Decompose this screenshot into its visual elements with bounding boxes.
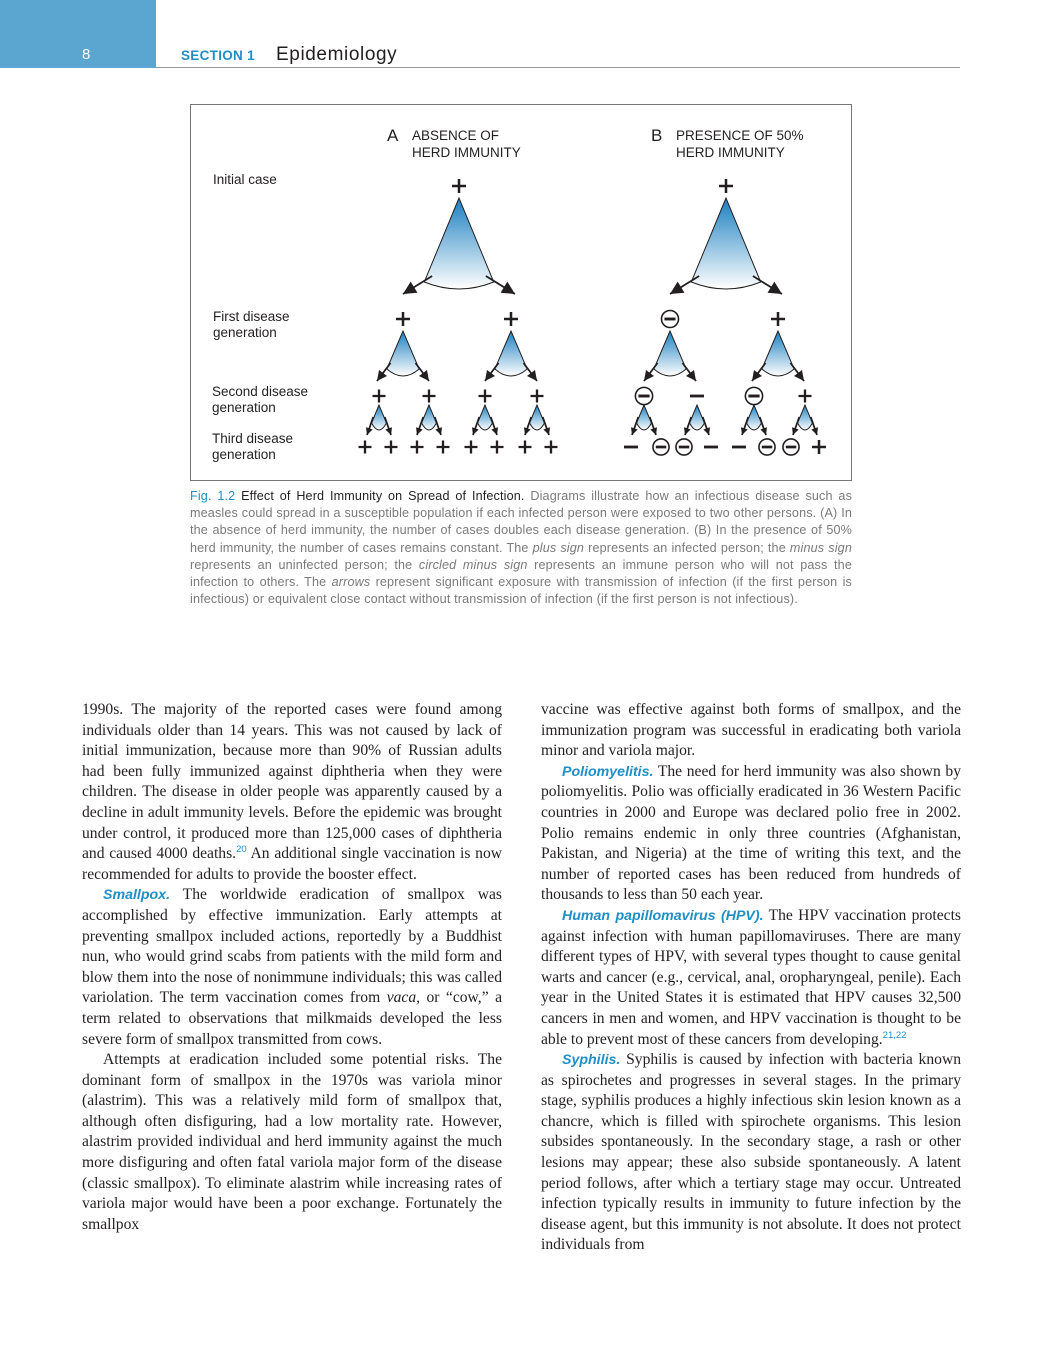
arrowhead-icon <box>760 427 767 435</box>
paragraph: vaccine was effective against both forms of smallpox, and the immunization program was successful in eradicating both variola minor and variola major. <box>541 701 961 760</box>
arrowhead-icon <box>472 427 479 435</box>
arrowhead-icon <box>377 370 387 381</box>
right-column <box>541 700 961 1256</box>
arrowhead-icon <box>403 282 417 294</box>
header-rule <box>156 67 960 68</box>
transmission-cone <box>424 198 493 289</box>
panel-b-title-2: HERD IMMUNITY <box>676 145 785 160</box>
arrowhead-icon <box>752 370 762 381</box>
arrowhead-icon <box>485 370 495 381</box>
plus-sign-icon <box>396 312 410 326</box>
plus-sign-icon <box>799 390 812 403</box>
panel-a-title-1: ABSENCE OF <box>412 128 500 143</box>
plus-sign-icon <box>423 390 436 403</box>
caption-fig-number: Fig. 1.2 <box>190 489 236 503</box>
plus-sign-icon <box>771 312 785 326</box>
caption-text: represent significant exposure with transmission of infection (if the first person is infectious) or equivalent close contact without transmission of infection (if the first person is not infectious). <box>190 575 852 607</box>
figure-herd-immunity <box>190 104 852 481</box>
plus-sign-icon <box>531 390 544 403</box>
minus-sign-icon <box>624 446 638 449</box>
section-title: Epidemiology <box>276 44 398 65</box>
page-number-tab <box>0 0 156 68</box>
row-label-second-2: generation <box>212 400 276 415</box>
reference-21-22: 21,22 <box>882 1029 907 1041</box>
transmission-cone <box>691 198 760 289</box>
arrowhead-icon <box>644 370 654 381</box>
caption-em-plus: plus sign <box>532 540 585 555</box>
plus-sign-icon <box>812 440 826 454</box>
paragraph: Attempts at eradication included some potential risks. The dominant form of smallpox in the 1970s was variola minor (alastrim). This was a relatively mild form of smallpox that, although often disfiguring, had a low mortality rate. However, alastrim provided individual and herd immunity against the much more disfiguring and often fatal variola major form of the disease (classic smallpox). To eliminate alastrim while increasing rates of variola major would have been a poor exchange. Fortunately the smallpox <box>82 1051 502 1233</box>
transmission-cone <box>654 331 686 376</box>
panel-a-title-2: HERD IMMUNITY <box>412 145 521 160</box>
minus-sign-icon <box>762 446 772 449</box>
row-label-first-1: First disease <box>213 309 290 324</box>
minus-sign-icon <box>704 446 718 449</box>
figure-diagram <box>191 105 851 480</box>
minus-sign-icon <box>679 446 689 449</box>
plus-sign-icon <box>491 441 504 454</box>
arrowhead-icon <box>435 427 442 435</box>
row-label-initial: Initial case <box>213 172 277 187</box>
caption-text: represents an immune person who will not pass the infection to others. The <box>190 557 852 590</box>
minus-sign-icon <box>690 395 704 398</box>
figure-caption <box>190 488 852 608</box>
arrowhead-icon <box>631 427 638 435</box>
plus-sign-icon <box>359 441 372 454</box>
minus-sign-icon <box>786 446 796 449</box>
minus-sign-icon <box>732 446 746 449</box>
row-label-third-2: generation <box>212 447 276 462</box>
left-column <box>82 700 502 1235</box>
transmission-cone <box>387 331 419 376</box>
plus-sign-icon <box>519 441 532 454</box>
plus-sign-icon <box>504 312 518 326</box>
arrowhead-icon <box>741 427 748 435</box>
caption-em-arrows: arrows <box>331 575 371 590</box>
panel-b-title-1: PRESENCE OF 50% <box>676 128 804 143</box>
plus-sign-icon <box>437 441 450 454</box>
minus-sign-icon <box>664 318 675 321</box>
heading-smallpox: Smallpox. <box>103 887 171 904</box>
caption-em-circled: circled minus sign <box>418 557 528 572</box>
paragraph-smallpox: Smallpox. The worldwide eradication of smallpox was accomplished by effective immunization. Early attempts at preventing smallpox included actions, reportedly by a Buddhist nun, who would grind scabs from patients with the mild form and blow them into the nose of nonimmune individuals; this was called variolation. The term vaccination comes from vaca, or “cow,” a term related to observations that milkmaids developed the less severe form of smallpox transmitted from cows. <box>82 886 502 1048</box>
minus-sign-icon <box>748 395 759 398</box>
arrowhead-icon <box>524 427 531 435</box>
arrowhead-icon <box>501 282 515 294</box>
arrowhead-icon <box>419 370 429 381</box>
plus-sign-icon <box>719 179 733 193</box>
reference-20: 20 <box>236 844 247 856</box>
page-number: 8 <box>82 46 91 63</box>
caption-text: Diagrams illustrate how an infectious disease such as measles could spread in a susceptible population if each infected person were exposed to two other persons. (A) In the absence of herd immunity, the number of cases doubles each disease generation. (B) In the presence of 50% herd immunity, the number of cases remains constant. The <box>190 489 853 555</box>
paragraph-hpv: Human papillomavirus (HPV). The HPV vaccination protects against infection with human papillomaviruses. There are many different types of HPV, with several types thought to cause genital warts and cancer (e.g., cervical, anal, oropharyngeal, penile). Each year in the United States it is estimated that HPV causes 32,500 cancers in men and women, and HPV vaccination is thought to be able to prevent most of these cancers from developing.$^{21,22}$ <box>541 906 961 1048</box>
arrowhead-icon <box>416 427 423 435</box>
paragraph-polio: Poliomyelitis. The need for herd immunity was also shown by poliomyelitis. Polio was officially eradicated in 36 Western Pacific countries in 2000 and Europe was declared polio free in 2002. Polio remains endemic in only three countries (Afghanistan, Pakistan, and Nigeria) at the time of writing this text, and the number of reported cases has been reduced from hundreds of thousands to less than 50 each year. <box>541 762 961 904</box>
heading-hpv: Human papillomavirus (HPV). <box>562 907 764 924</box>
arrowhead-icon <box>686 370 696 381</box>
plus-sign-icon <box>385 441 398 454</box>
arrowhead-icon <box>703 427 710 435</box>
arrowhead-icon <box>670 282 684 294</box>
arrowhead-icon <box>543 427 550 435</box>
plus-sign-icon <box>479 390 492 403</box>
arrowhead-icon <box>792 427 799 435</box>
minus-sign-icon <box>656 446 666 449</box>
row-label-third-1: Third disease <box>212 431 294 446</box>
arrowhead-icon <box>768 282 782 294</box>
paragraph: 1990s. The majority of the reported cases were found among individuals older than 14 years. This was not caused by lack of initial immunization, because more than 90% of Russian adults had been fully immunized against diphtheria when they were children. The disease in older people was apparently caused by a decline in adult immunity levels. Before the epidemic was brought under control, it produced more than 125,000 cases of diphtheria and caused 4000 deaths.$^{20}$ An additional single vaccination is now recommended for adults to provide the booster effect. <box>82 701 502 883</box>
arrowhead-icon <box>650 427 657 435</box>
paragraph-syphilis: Syphilis. Syphilis is caused by infection with bacteria known as spirochetes and progresses in several stages. In the primary stage, syphilis produces a highly infectious skin lesion known as a chancre, which is filled with spirochete organisms. This lesion subsides spontaneously. In the secondary stage, a rash or other lesions may appear; these also subside spontaneously. A latent period follows, after which a tertiary stage may occur. Untreated infection typically results in immunity to future infection by the disease agent, but this immunity is not absolute. It does not protect individuals from <box>541 1051 961 1254</box>
plus-sign-icon <box>545 441 558 454</box>
arrowhead-icon <box>794 370 804 381</box>
caption-fig-title: Effect of Herd Immunity on Spread of Infection. <box>241 489 525 503</box>
arrowhead-icon <box>491 427 498 435</box>
arrowhead-icon <box>385 427 392 435</box>
arrowhead-icon <box>684 427 691 435</box>
row-label-second-1: Second disease <box>212 384 309 399</box>
heading-poliomyelitis: Poliomyelitis. <box>562 763 654 780</box>
transmission-cone <box>762 331 794 376</box>
section-label: SECTION 1 <box>181 48 255 63</box>
plus-sign-icon <box>373 390 386 403</box>
caption-text: represents an infected person; the <box>584 540 790 555</box>
minus-sign-icon <box>638 395 649 398</box>
caption-em-minus: minus sign <box>789 540 852 555</box>
panel-b-letter: B <box>651 126 663 145</box>
heading-syphilis: Syphilis. <box>562 1052 621 1069</box>
row-label-first-2: generation <box>213 325 277 340</box>
transmission-cone <box>495 331 527 376</box>
caption-text: represents an uninfected person; the <box>190 557 419 572</box>
panel-a-letter: A <box>387 126 399 145</box>
plus-sign-icon <box>411 441 424 454</box>
plus-sign-icon <box>452 179 466 193</box>
plus-sign-icon <box>465 441 478 454</box>
arrowhead-icon <box>527 370 537 381</box>
arrowhead-icon <box>366 427 373 435</box>
arrowhead-icon <box>811 427 818 435</box>
